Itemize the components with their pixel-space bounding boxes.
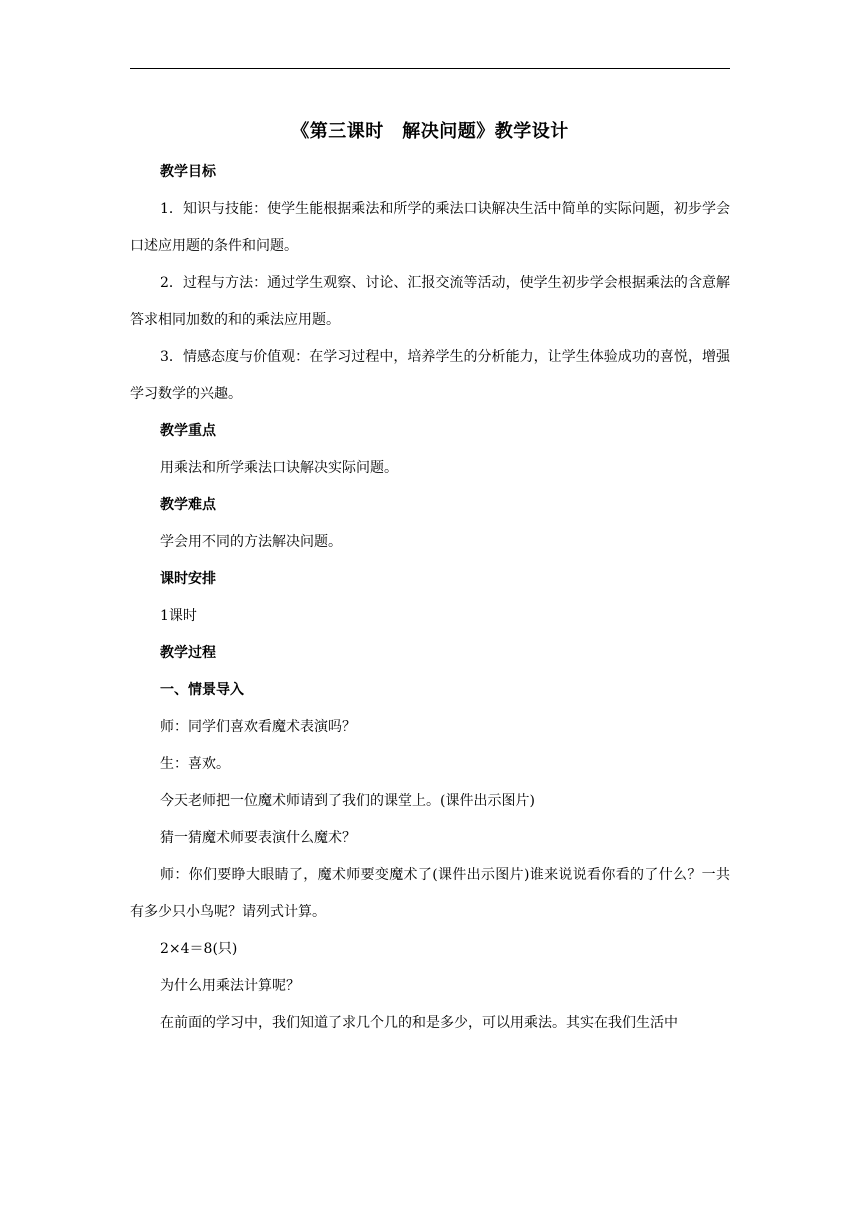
heading-process: 教学过程 (160, 645, 216, 661)
document-title: 《第三课时 解决问题》教学设计 (291, 121, 569, 142)
document-body (130, 163, 730, 1051)
dialogue-line: 今天老师把一位魔术师请到了我们的课堂上。(课件出示图片) (160, 793, 535, 809)
heading-difficulties: 教学难点 (160, 497, 216, 513)
heading-key-points: 教学重点 (160, 423, 216, 439)
dialogue-line: 师：你们要睁大眼睛了，魔术师要变魔术了(课件出示图片)谁来说说看你看的了什么？一共有多少只小鸟呢？请列式计算。 (130, 867, 730, 920)
dialogue-line: 猜一猜魔术师要表演什么魔术？ (160, 830, 356, 846)
objective-1: 1．知识与技能：使学生能根据乘法和所学的乘法口诀解决生活中简单的实际问题，初步学会口述应用题的条件和问题。 (130, 201, 730, 254)
section-intro-heading: 一、情景导入 (160, 682, 244, 698)
dialogue-line: 为什么用乘法计算呢？ (160, 978, 300, 994)
dialogue-line: 生：喜欢。 (160, 756, 230, 772)
heading-schedule: 课时安排 (160, 571, 216, 587)
heading-objectives: 教学目标 (160, 164, 216, 180)
header-rule (130, 68, 730, 69)
difficulties-text: 学会用不同的方法解决问题。 (160, 534, 342, 550)
objective-3: 3．情感态度与价值观：在学习过程中，培养学生的分析能力，让学生体验成功的喜悦，增强学习数学的兴趣。 (130, 349, 730, 402)
dialogue-line: 在前面的学习中，我们知道了求几个几的和是多少，可以用乘法。其实在我们生活中 (160, 1015, 678, 1031)
objective-2: 2．过程与方法：通过学生观察、讨论、汇报交流等活动，使学生初步学会根据乘法的含意解答求相同加数的和的乘法应用题。 (130, 275, 730, 328)
schedule-text: 1课时 (160, 608, 197, 624)
equation-line: 2×4＝8(只) (160, 941, 238, 957)
dialogue-line: 师：同学们喜欢看魔术表演吗？ (160, 719, 356, 735)
key-points-text: 用乘法和所学乘法口诀解决实际问题。 (160, 460, 398, 476)
